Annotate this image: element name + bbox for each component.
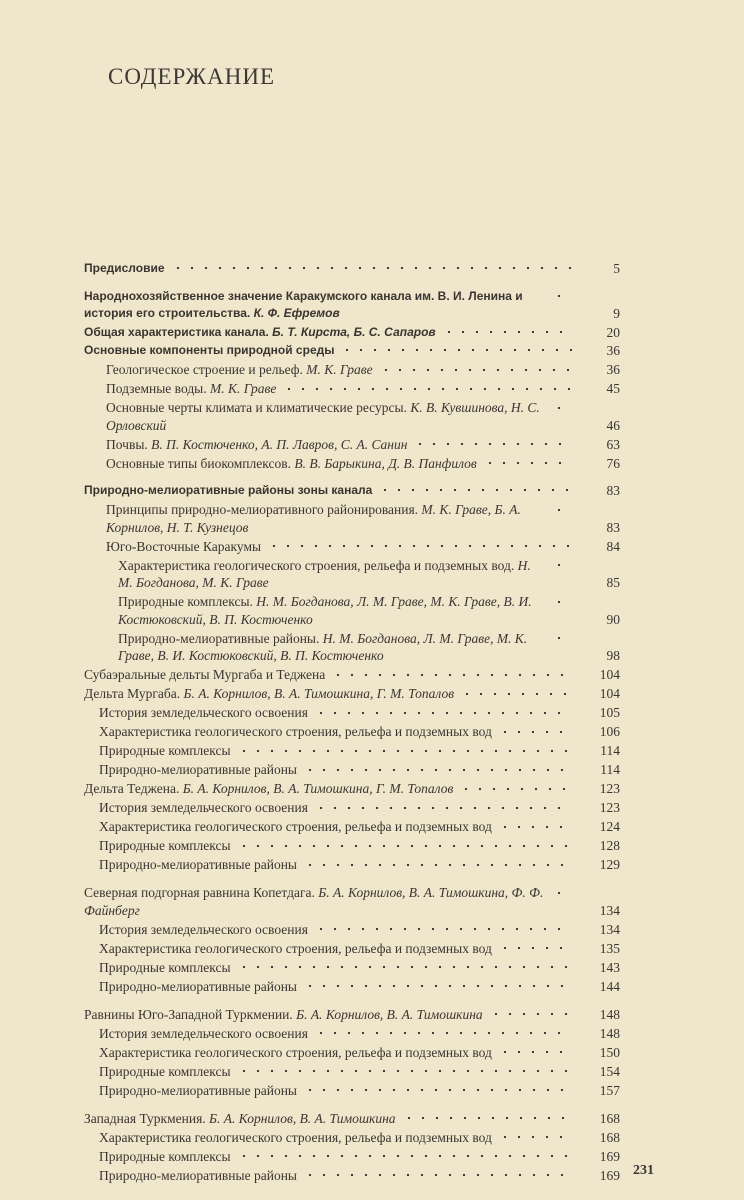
entry-page: 90 [606, 611, 620, 627]
dot-leader [303, 761, 572, 775]
dot-leader [267, 537, 572, 551]
entry-title: Дельта Теджена. [84, 781, 180, 796]
entry-content [118, 630, 546, 665]
entry-author: Б. А. Корнилов, В. А. Тимошкина, Ф. Ф. Файнберг [84, 885, 544, 918]
entry-content [99, 723, 492, 741]
dot-leader [237, 837, 572, 851]
toc-entry [84, 685, 620, 703]
entry-page: 20 [606, 324, 620, 340]
entry-page: 134 [599, 921, 620, 937]
toc-entry [118, 556, 620, 592]
entry-content [99, 1148, 231, 1166]
dot-leader [483, 454, 572, 468]
dot-leader [498, 818, 572, 832]
entry-content [106, 501, 546, 536]
entry-page: 98 [606, 648, 620, 663]
entry-content [84, 685, 454, 703]
entry-title: Народнохозяйственное значение Каракумского канала им. В. И. Ленина и история его строительства. [84, 288, 523, 320]
toc-entry [99, 977, 620, 995]
entry-content [99, 940, 492, 958]
page-number: 231 [633, 1163, 654, 1178]
table-of-contents [84, 259, 620, 1184]
entry-page: 84 [606, 538, 620, 554]
entry-page: 154 [599, 1063, 620, 1079]
entry-page: 114 [600, 743, 620, 758]
entry-page: 150 [599, 1044, 620, 1060]
entry-title: Природно-мелиоративные районы [99, 1082, 297, 1098]
entry-author: К. В. Кувшинова, Н. С. Орловский [106, 400, 540, 433]
entry-content [99, 1044, 492, 1062]
entry-title: Общая характеристика канала. [84, 324, 269, 339]
entry-page: 106 [599, 724, 620, 739]
dot-leader [237, 1147, 572, 1161]
entry-content [106, 436, 407, 454]
dot-leader [379, 361, 572, 375]
entry-page: 9 [613, 306, 620, 321]
entry-page: 83 [606, 519, 620, 535]
entry-title: Природные комплексы [99, 959, 231, 975]
entry-content [99, 818, 492, 836]
entry-title: Почвы. [106, 436, 148, 452]
entry-page: 169 [599, 1148, 620, 1164]
toc-entry [118, 629, 620, 665]
toc-entry [84, 260, 620, 278]
entry-page: 104 [599, 686, 620, 701]
entry-title: Характеристика геологического строения, рельефа и подземных вод [99, 1044, 492, 1060]
entry-title: Основные типы биокомплексов. [106, 455, 291, 471]
entry-title: Природные комплексы. [118, 594, 253, 609]
toc-entry [99, 1166, 620, 1184]
entry-author: М. К. Граве [306, 362, 373, 377]
entry-page: 134 [599, 902, 620, 918]
entry-author: В. П. Костюченко, А. П. Лавров, С. А. Санин [151, 436, 408, 452]
toc-entry [99, 1081, 620, 1099]
entry-page: 148 [599, 1006, 620, 1022]
entry-title: Подземные воды. [106, 381, 207, 396]
entry-page: 46 [606, 417, 620, 433]
entry-author: К. Ф. Ефремов [253, 306, 340, 320]
entry-content [99, 761, 297, 779]
toc-entry [106, 399, 620, 435]
entry-page: 157 [599, 1082, 620, 1098]
entry-content [118, 593, 546, 628]
entry-content [99, 1025, 308, 1043]
dot-leader [413, 435, 572, 449]
entry-page: 114 [600, 762, 620, 777]
toc-entry [118, 593, 620, 629]
entry-content [99, 1063, 231, 1081]
dot-leader [552, 288, 572, 300]
entry-title: Характеристика геологического строения, рельефа и подземных вод [99, 940, 492, 956]
page-title: СОДЕРЖАНИЕ [108, 64, 276, 89]
entry-page: 144 [599, 978, 620, 994]
dot-leader [340, 342, 572, 354]
toc-entry [99, 1024, 620, 1042]
entry-title: История земледельческого освоения [99, 800, 308, 815]
dot-leader [498, 1128, 572, 1142]
toc-entry [106, 537, 620, 555]
toc-entry [99, 761, 620, 779]
entry-content [84, 1110, 396, 1128]
toc-entry [84, 884, 620, 920]
dot-leader [552, 501, 572, 515]
entry-title: Характеристика геологического строения, рельефа и подземных вод [99, 724, 492, 739]
toc-entry [84, 288, 620, 323]
entry-content [99, 1167, 297, 1185]
entry-content [99, 837, 231, 855]
entry-content [99, 1082, 297, 1100]
entry-page: 63 [606, 436, 620, 452]
entry-title: Природно-мелиоративные районы зоны канала [84, 483, 373, 497]
dot-leader [303, 1081, 572, 1095]
entry-content [99, 799, 308, 817]
entry-content [106, 399, 546, 434]
entry-title: Предисловие [84, 261, 165, 275]
entry-page: 135 [599, 940, 620, 956]
entry-author: М. К. Граве [210, 381, 277, 396]
entry-content [106, 455, 477, 473]
entry-content [84, 324, 436, 342]
toc-entry [84, 780, 620, 798]
toc-entry [106, 380, 620, 398]
entry-page: 143 [599, 959, 620, 975]
entry-title: Природные комплексы [99, 743, 231, 758]
dot-leader [331, 666, 572, 680]
toc-entry [99, 1043, 620, 1061]
entry-content [84, 260, 165, 278]
entry-title: Геологическое строение и рельеф. [106, 362, 303, 377]
entry-title: История земледельческого освоения [99, 921, 308, 937]
entry-content [84, 884, 546, 919]
toc-entry [99, 1128, 620, 1146]
entry-author: В. В. Барыкина, Д. В. Панфилов [294, 455, 477, 471]
entry-content [99, 856, 297, 874]
dot-leader [314, 920, 572, 934]
toc-entry [84, 666, 620, 684]
dot-leader [402, 1109, 572, 1123]
dot-leader [237, 742, 572, 756]
toc-entry [99, 1147, 620, 1165]
entry-content [118, 557, 546, 592]
entry-title: Дельта Мургаба. [84, 686, 181, 701]
entry-title: Природные комплексы [99, 1063, 231, 1079]
entry-content [84, 482, 372, 500]
dot-leader [460, 685, 572, 699]
toc-entry [99, 837, 620, 855]
entry-title: История земледельческого освоения [99, 1025, 308, 1041]
entry-content [99, 1129, 492, 1147]
dot-leader [442, 324, 572, 336]
entry-title: Природные комплексы [99, 1148, 231, 1164]
toc-entry [99, 723, 620, 741]
dot-leader [552, 593, 572, 607]
dot-leader [498, 723, 572, 737]
dot-leader [498, 939, 572, 953]
toc-entry [106, 454, 620, 472]
entry-title: Характеристика геологического строения, рельефа и подземных вод. [118, 557, 515, 573]
entry-title: Северная подгорная равнина Копетдага. [84, 885, 315, 900]
entry-title: Природно-мелиоративные районы [99, 857, 297, 872]
entry-page: 168 [599, 1129, 620, 1145]
toc-entry [99, 799, 620, 817]
entry-page: 123 [599, 800, 620, 815]
entry-page: 36 [606, 343, 620, 358]
entry-author: Б. Т. Кирста, Б. С. Сапаров [272, 324, 436, 339]
toc-entry [99, 704, 620, 722]
entry-author: Б. А. Корнилов, В. А. Тимошкина [209, 1110, 396, 1126]
toc-entry [99, 920, 620, 938]
toc-entry [84, 342, 620, 360]
entry-author: Б. А. Корнилов, В. А. Тимошкина [296, 1006, 483, 1022]
toc-entry [99, 939, 620, 957]
toc-entry [84, 482, 620, 500]
dot-leader [489, 1005, 572, 1019]
dot-leader [552, 884, 572, 898]
entry-title: Характеристика геологического строения, рельефа и подземных вод [99, 819, 492, 834]
entry-author: М. К. Граве, Б. А. Корнилов, Н. Т. Кузнецов [106, 502, 521, 535]
toc-entry [106, 435, 620, 453]
toc-entry [106, 361, 620, 379]
entry-title: Западная Туркмения. [84, 1110, 206, 1126]
entry-page: 85 [606, 575, 620, 590]
entry-page: 45 [606, 381, 620, 396]
dot-leader [314, 704, 572, 718]
entry-author: Б. А. Корнилов, В. А. Тимошкина, Г. М. Топалов [182, 781, 454, 796]
entry-content [84, 1006, 483, 1024]
dot-leader [459, 780, 572, 794]
entry-page: 123 [599, 781, 620, 796]
dot-leader [552, 399, 572, 413]
entry-title: Природно-мелиоративные районы. [118, 630, 320, 646]
entry-title: Природно-мелиоративные районы [99, 978, 297, 994]
toc-entry [99, 742, 620, 760]
toc-entry [84, 324, 620, 342]
dot-leader [314, 1024, 572, 1038]
toc-entry [99, 818, 620, 836]
entry-title: Природно-мелиоративные районы [99, 1167, 297, 1183]
entry-content [99, 978, 297, 996]
toc-entry [99, 958, 620, 976]
entry-content [106, 380, 276, 398]
dot-leader [498, 1043, 572, 1057]
entry-content [84, 342, 334, 360]
dot-leader [552, 556, 572, 570]
entry-page: 76 [606, 455, 620, 471]
entry-page: 129 [599, 857, 620, 872]
entry-content [84, 780, 453, 798]
entry-page: 105 [599, 705, 620, 720]
toc-entry [106, 501, 620, 537]
entry-content [99, 959, 231, 977]
entry-page: 169 [599, 1167, 620, 1183]
entry-page: 5 [613, 261, 620, 276]
dot-leader [171, 260, 572, 272]
entry-page: 104 [599, 667, 620, 682]
entry-title: Юго-Восточные Каракумы [106, 538, 262, 554]
entry-author: Н. М. Богданова, Л. М. Граве, М. К. Граве, В. И. Костюковский, В. П. Костюченко [118, 594, 532, 627]
entry-author: Н. М. Богданова, Л. М. Граве, М. К. Граве, В. И. Костюковский, В. П. Костюченко [118, 630, 528, 663]
entry-title: Основные компоненты природной среды [84, 343, 335, 357]
entry-title: Субаэральные дельты Мургаба и Теджена [84, 667, 326, 682]
toc-entry [84, 1005, 620, 1023]
entry-page: 124 [599, 819, 620, 834]
entry-page: 83 [606, 483, 620, 498]
entry-title: Основные черты климата и климатические ресурсы. [106, 400, 407, 415]
entry-title: История земледельческого освоения [99, 705, 308, 720]
dot-leader [314, 799, 572, 813]
dot-leader [237, 1062, 572, 1076]
toc-entry [84, 1109, 620, 1127]
entry-title: Характеристика геологического строения, рельефа и подземных вод [99, 1129, 492, 1145]
dot-leader [552, 629, 572, 643]
entry-content [106, 361, 373, 379]
dot-leader [303, 1166, 572, 1180]
entry-content [99, 742, 231, 760]
entry-page: 128 [599, 838, 620, 853]
entry-content [84, 288, 546, 323]
entry-title: Равнины Юго-Западной Туркмении. [84, 1006, 293, 1022]
entry-content [99, 704, 308, 722]
entry-content [99, 921, 308, 939]
dot-leader [282, 380, 572, 394]
dot-leader [237, 958, 572, 972]
entry-page: 36 [606, 362, 620, 377]
entry-title: Принципы природно-мелиоративного районирования. [106, 502, 419, 517]
entry-title: Природно-мелиоративные районы [99, 762, 297, 777]
toc-entry [99, 1062, 620, 1080]
entry-author: Н. М. Богданова, М. К. Граве [118, 557, 531, 590]
entry-author: Б. А. Корнилов, В. А. Тимошкина, Г. М. Топалов [183, 686, 455, 701]
entry-page: 148 [599, 1025, 620, 1041]
entry-content [106, 538, 261, 556]
entry-page: 168 [599, 1110, 620, 1126]
entry-content [84, 666, 325, 684]
entry-title: Природные комплексы [99, 838, 231, 853]
toc-entry [99, 856, 620, 874]
dot-leader [378, 482, 572, 494]
dot-leader [303, 977, 572, 991]
dot-leader [303, 856, 572, 870]
